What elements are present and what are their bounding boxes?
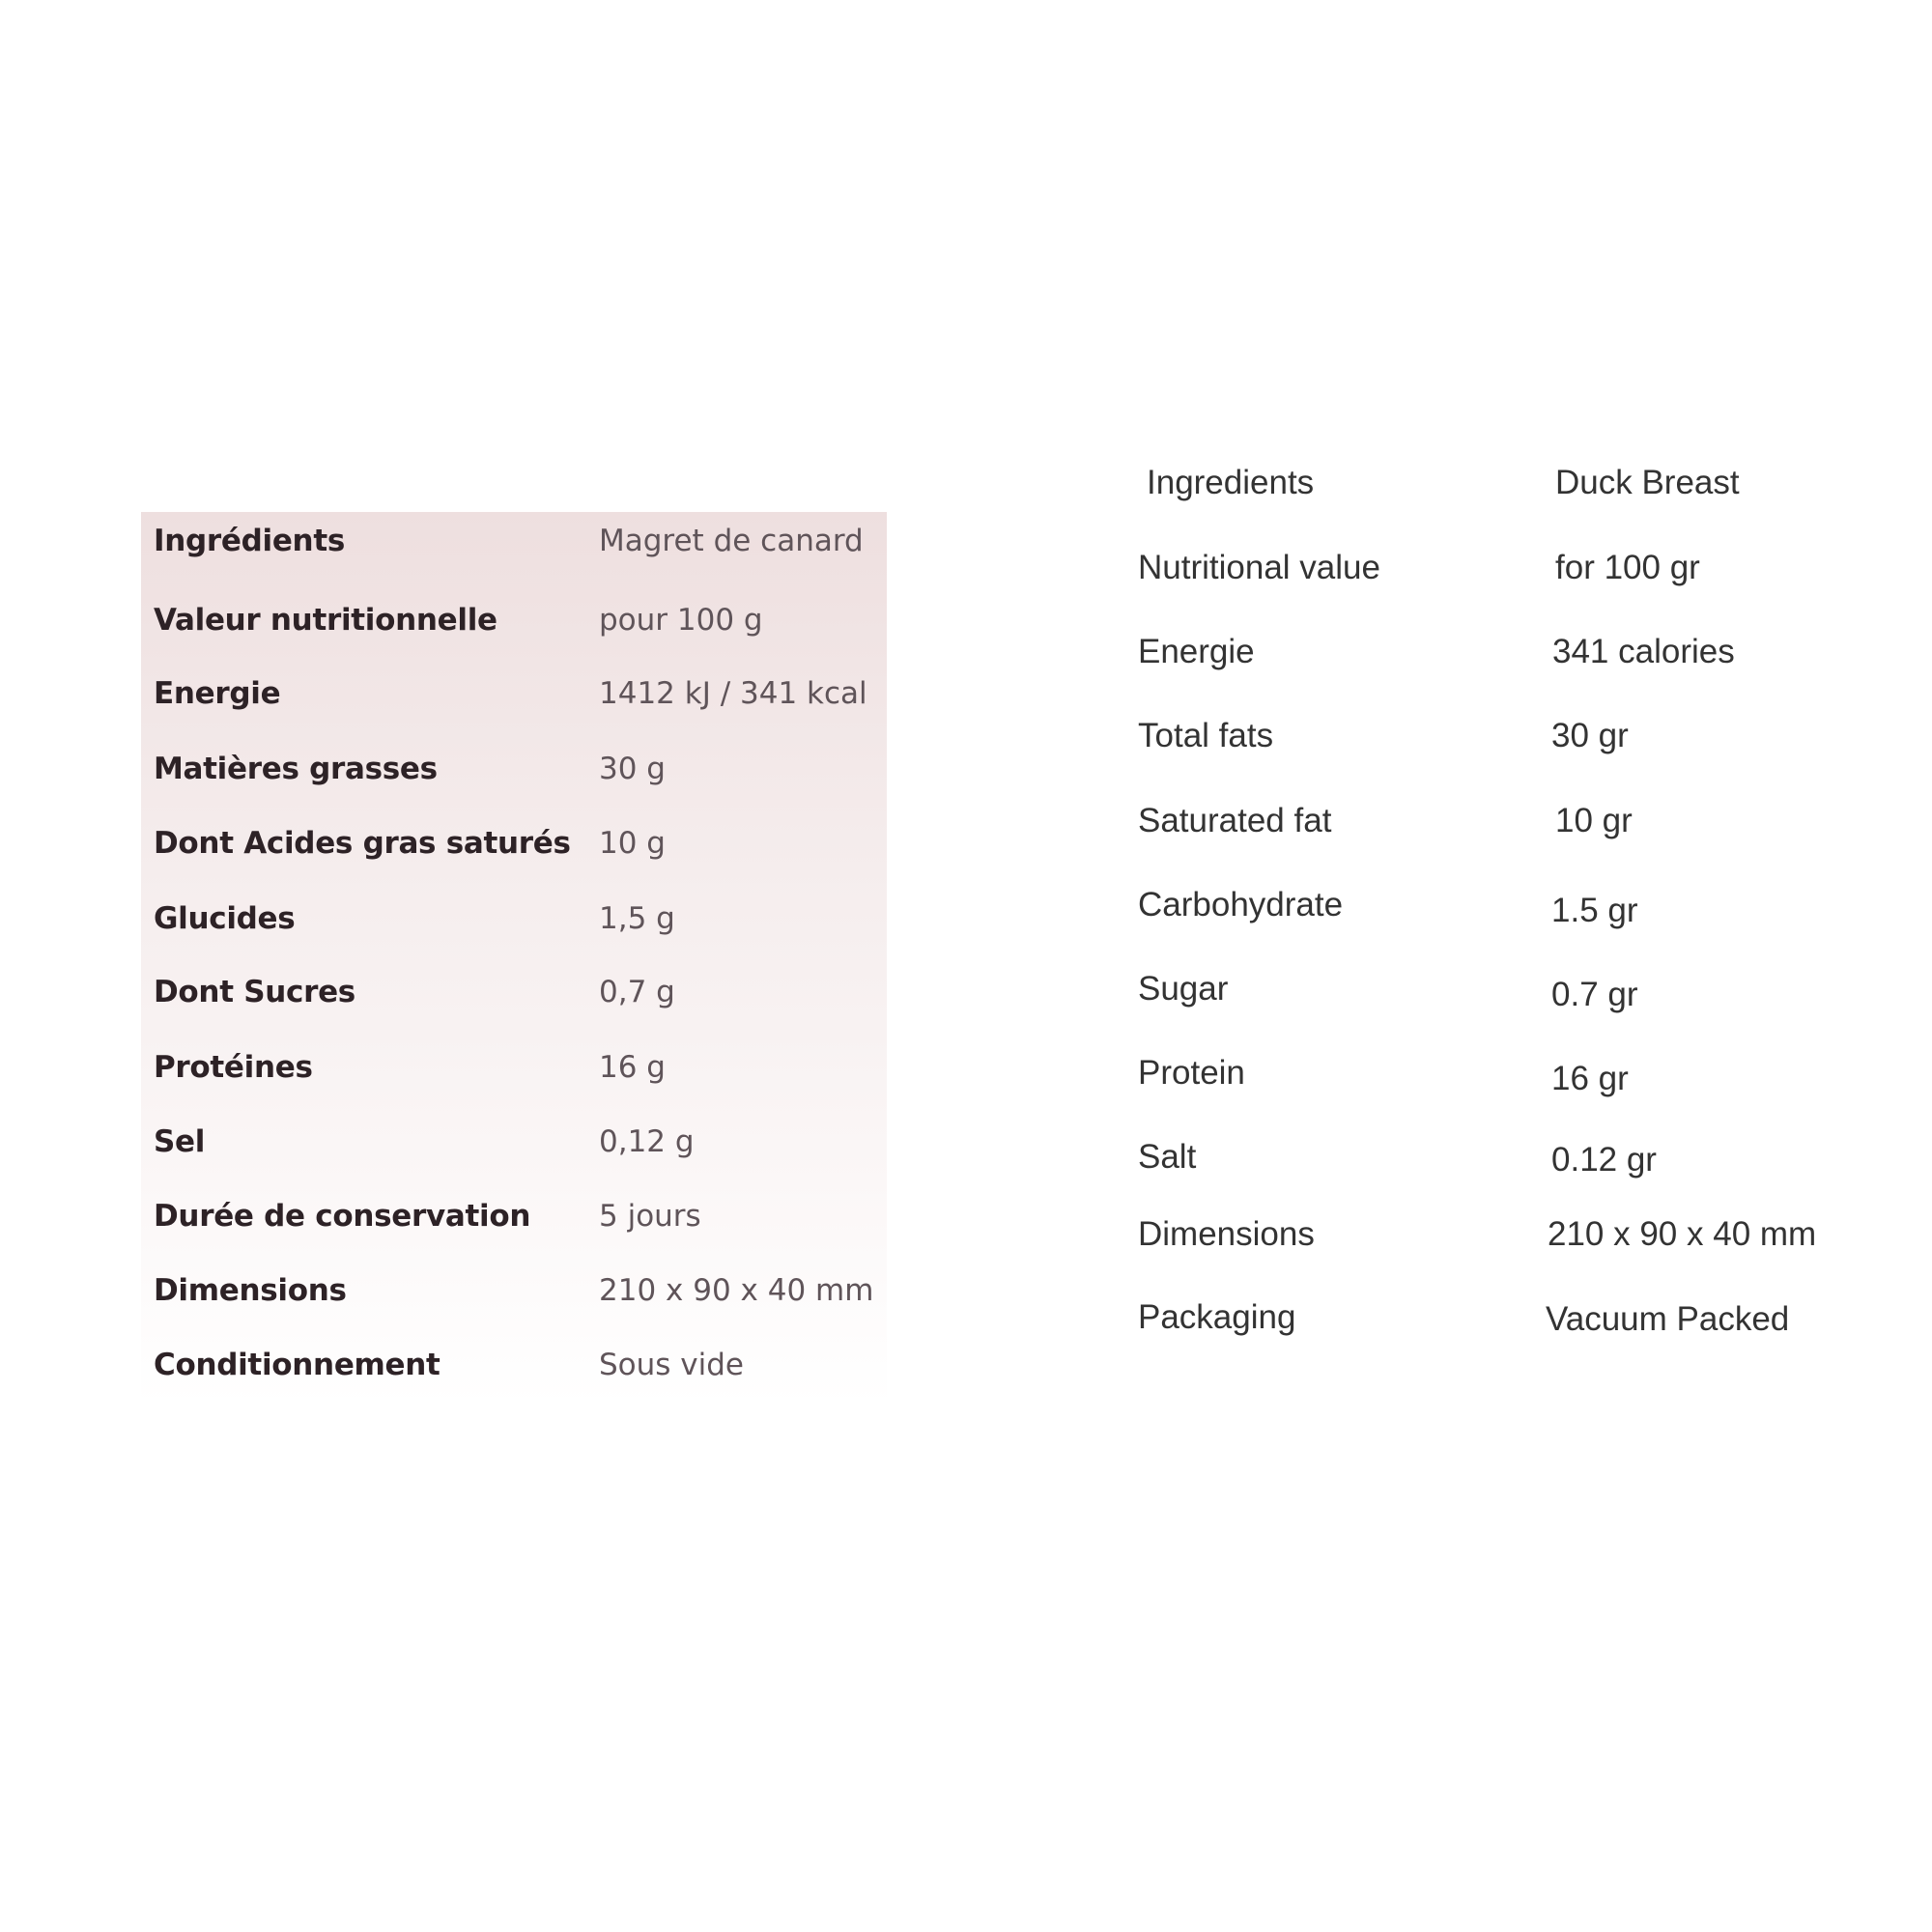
en-value: 341 calories xyxy=(1552,633,1735,670)
fr-value: Magret de canard xyxy=(599,524,864,558)
en-value: 0.7 gr xyxy=(1551,976,1638,1013)
fr-label: Durée de conservation xyxy=(154,1199,531,1234)
en-row-energy xyxy=(1121,623,1855,681)
en-value: Vacuum Packed xyxy=(1546,1300,1790,1338)
en-value: 210 x 90 x 40 mm xyxy=(1548,1215,1817,1253)
fr-label: Dont Sucres xyxy=(154,975,355,1009)
en-label: Energie xyxy=(1138,633,1255,670)
fr-value: 30 g xyxy=(599,752,666,786)
en-label: Nutritional value xyxy=(1138,549,1380,586)
en-label: Total fats xyxy=(1138,717,1274,754)
fr-label: Conditionnement xyxy=(154,1348,440,1382)
french-nutrition-table xyxy=(141,512,887,1406)
en-row-sugar xyxy=(1121,960,1855,1018)
en-label: Packaging xyxy=(1138,1298,1296,1336)
fr-label: Dont Acides gras saturés xyxy=(154,826,571,861)
en-value: for 100 gr xyxy=(1555,549,1700,586)
en-row-packaging xyxy=(1121,1289,1855,1347)
fr-label: Protéines xyxy=(154,1050,313,1085)
en-row-nutritional-value xyxy=(1121,539,1855,597)
en-value: 1.5 gr xyxy=(1551,892,1638,929)
en-row-carbohydrate xyxy=(1121,876,1855,934)
fr-row-salt xyxy=(141,1113,887,1171)
fr-row-sugars xyxy=(141,963,887,1021)
en-row-dimensions xyxy=(1121,1206,1855,1264)
fr-value: 0,12 g xyxy=(599,1124,695,1159)
en-label: Carbohydrate xyxy=(1138,886,1344,923)
fr-label: Glucides xyxy=(154,901,296,936)
fr-row-nutritional-value xyxy=(141,591,887,649)
english-nutrition-table xyxy=(1121,454,1855,1372)
en-label: Ingredients xyxy=(1147,464,1315,501)
fr-value: 0,7 g xyxy=(599,975,675,1009)
fr-row-shelf-life xyxy=(141,1187,887,1245)
en-value: 0.12 gr xyxy=(1551,1141,1657,1179)
fr-label: Ingrédients xyxy=(154,524,345,558)
fr-row-dimensions xyxy=(141,1262,887,1320)
fr-label: Matières grasses xyxy=(154,752,438,786)
fr-value: Sous vide xyxy=(599,1348,745,1382)
fr-value: 210 x 90 x 40 mm xyxy=(599,1273,874,1308)
en-value: 16 gr xyxy=(1551,1060,1629,1097)
fr-row-ingredients xyxy=(141,512,887,570)
fr-label: Sel xyxy=(154,1124,206,1159)
fr-row-saturated-fats xyxy=(141,814,887,872)
en-row-saturated-fat xyxy=(1121,792,1855,850)
en-value: 10 gr xyxy=(1555,802,1633,839)
fr-row-proteins xyxy=(141,1038,887,1096)
en-value: Duck Breast xyxy=(1555,464,1740,501)
en-label: Sugar xyxy=(1138,970,1229,1008)
fr-value: 1412 kJ / 341 kcal xyxy=(599,676,867,711)
fr-label: Valeur nutritionnelle xyxy=(154,603,497,638)
fr-value: 5 jours xyxy=(599,1199,701,1234)
en-label: Dimensions xyxy=(1138,1215,1315,1253)
fr-row-fats xyxy=(141,740,887,798)
fr-label: Dimensions xyxy=(154,1273,347,1308)
fr-value: 16 g xyxy=(599,1050,666,1085)
en-row-total-fats xyxy=(1121,707,1855,765)
fr-row-energy xyxy=(141,665,887,723)
en-row-ingredients xyxy=(1121,454,1855,512)
en-value: 30 gr xyxy=(1551,717,1629,754)
fr-value: pour 100 g xyxy=(599,603,763,638)
en-label: Protein xyxy=(1138,1054,1245,1092)
fr-row-carbohydrates xyxy=(141,890,887,948)
en-row-salt xyxy=(1121,1128,1855,1186)
fr-row-packaging xyxy=(141,1336,887,1394)
en-row-protein xyxy=(1121,1044,1855,1102)
en-label: Salt xyxy=(1138,1138,1197,1176)
en-label: Saturated fat xyxy=(1138,802,1332,839)
fr-value: 10 g xyxy=(599,826,666,861)
fr-label: Energie xyxy=(154,676,281,711)
fr-value: 1,5 g xyxy=(599,901,675,936)
